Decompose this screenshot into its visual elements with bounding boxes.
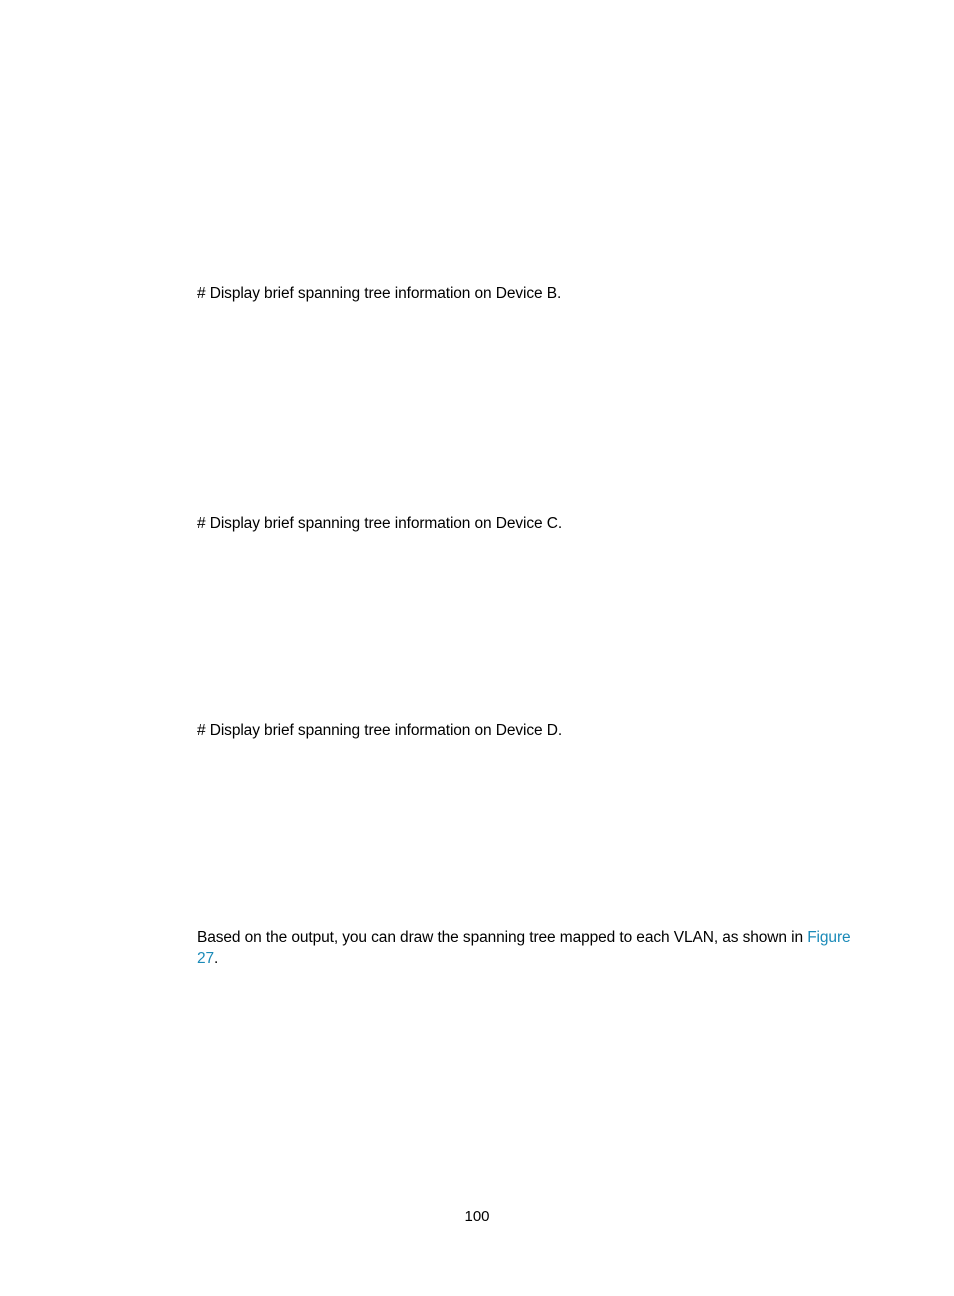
instruction-device-c: # Display brief spanning tree information on Device C. <box>197 515 563 532</box>
summary-text: Based on the output, you can draw the spanning tree mapped to each VLAN, as shown in <box>197 929 808 946</box>
instruction-device-d: # Display brief spanning tree information on Device D. <box>197 722 563 739</box>
page-number: 100 <box>464 1208 490 1225</box>
figure-27-link[interactable]: Figure 27 <box>197 929 851 967</box>
summary-paragraph <box>197 927 867 969</box>
instruction-device-b: # Display brief spanning tree information on Device B. <box>197 285 562 302</box>
summary-end: . <box>214 950 219 967</box>
